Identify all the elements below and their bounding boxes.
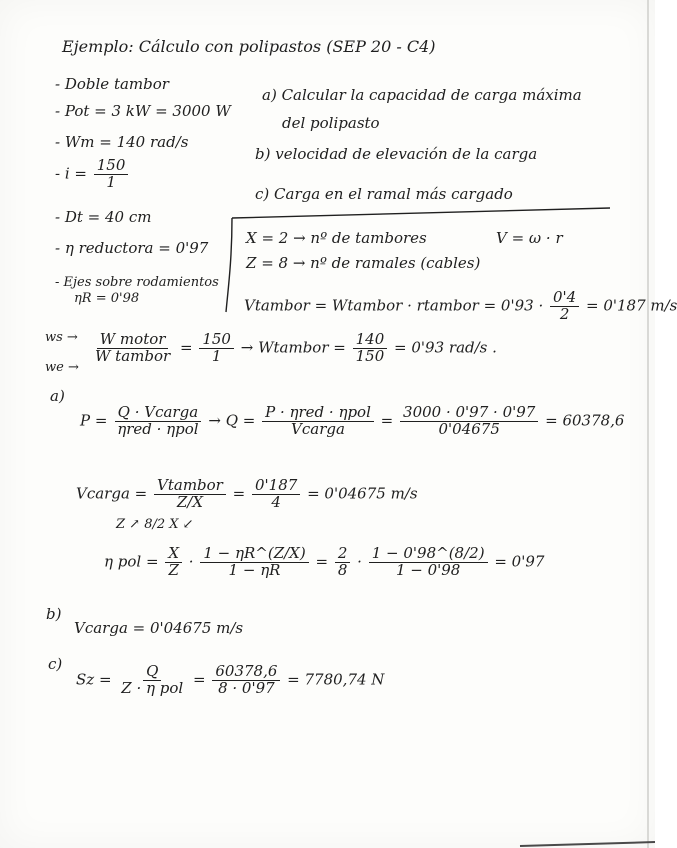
fraction-denominator: W tambor	[95, 346, 171, 365]
fraction-numerator: 0'187	[252, 478, 300, 495]
fraction-numerator: P · ηred · ηpol	[262, 405, 374, 422]
q-numeric-fraction	[400, 405, 538, 438]
npol-eq: =	[315, 552, 329, 571]
part-b-result: Vcarga = 0'04675 m/s	[74, 619, 244, 637]
vcarga-eq: =	[232, 484, 246, 503]
fraction-denominator: 1 − ηR	[228, 560, 281, 579]
q-eq: =	[380, 411, 394, 430]
fraction-numerator: 3000 · 0'97 · 0'97	[400, 405, 538, 422]
part-c-equation	[76, 664, 384, 697]
sz-result: = 7780,74 N	[287, 670, 385, 689]
fraction-denominator: Z · η pol	[121, 678, 184, 697]
power-fraction	[114, 405, 201, 438]
sz-eq: =	[193, 670, 206, 689]
fraction-denominator: 150	[355, 346, 385, 365]
power-lhs: P =	[80, 411, 108, 430]
fraction-numerator: 140	[353, 332, 388, 349]
npol-lhs: η pol =	[104, 552, 159, 571]
fraction-denominator: 8	[337, 560, 348, 579]
fraction-denominator: 1	[211, 346, 222, 365]
ratio-fraction-wt	[353, 332, 388, 365]
fraction-numerator: 60378,6	[212, 664, 280, 681]
fraction-denominator: 8 · 0'97	[218, 678, 275, 697]
data-item-potencia: - Pot = 3 kW = 3000 W	[55, 102, 231, 120]
fraction-numerator: 1 − 0'98^(8/2)	[369, 546, 488, 563]
ratio-we-label: we →	[45, 360, 79, 375]
fraction-numerator: X	[165, 546, 182, 563]
data-item-diametro-tambor: - Dt = 40 cm	[55, 208, 152, 226]
npol-result: = 0'97	[494, 552, 545, 571]
fraction-denominator: 2	[559, 304, 570, 323]
npol-fraction-1	[165, 546, 182, 579]
npol-fraction-2	[200, 546, 308, 579]
vcarga-fraction-1	[154, 478, 226, 511]
fraction-numerator: 2	[335, 546, 351, 563]
vt-fraction	[550, 290, 579, 323]
box-velocidad-formula: V = ω · r	[496, 229, 563, 247]
question-c: c) Carga en el ramal más cargado	[255, 185, 513, 203]
ratio-arrow: → Wtambor =	[240, 338, 346, 357]
fraction-denominator: 4	[271, 492, 281, 511]
vt-right: = 0'187 m/s	[586, 296, 677, 315]
ratio-ws-label: ws →	[45, 330, 78, 345]
vt-left: Vtambor = Wtambor · rtambor = 0'93 ·	[244, 296, 544, 315]
page-title: Ejemplo: Cálculo con polipastos (SEP 20 - C4)	[62, 37, 436, 56]
data-item-relacion-fraction	[94, 158, 129, 191]
sz-lhs: Sz =	[76, 670, 112, 689]
fraction-numerator: 150	[94, 158, 129, 175]
q-fraction	[262, 405, 374, 438]
part-a-label: a)	[50, 387, 65, 405]
data-item-relacion-label: - i =	[55, 164, 87, 183]
part-a-power-equation	[80, 405, 624, 438]
fraction-denominator: Z	[168, 560, 179, 579]
q-result: = 60378,6	[545, 411, 625, 430]
fraction-denominator: 1 − 0'98	[395, 560, 461, 579]
question-a-line2: del polipasto	[282, 114, 380, 132]
ratio-result: = 0'93 rad/s .	[394, 338, 497, 357]
fraction-denominator: Vcarga	[291, 419, 345, 438]
fraction-denominator: 1	[106, 172, 116, 191]
box-tambores: X = 2 → nº de tambores	[246, 229, 427, 247]
npol-fraction-3	[335, 546, 351, 579]
npol-dot: ·	[188, 552, 194, 571]
fraction-numerator: Q · Vcarga	[115, 405, 202, 422]
sz-fraction-2	[212, 664, 280, 697]
ratio-eq: =	[179, 338, 193, 357]
question-a-line1: a) Calcular la capacidad de carga máxima	[262, 86, 582, 104]
fraction-numerator: Vtambor	[154, 478, 226, 495]
part-a-vcarga-equation	[76, 478, 418, 511]
fraction-denominator: 0'04675	[438, 419, 500, 438]
vcarga-aux-note: Z ↗ 8/2 X ↙	[116, 517, 194, 532]
fraction-denominator: ηred · ηpol	[117, 419, 199, 438]
box-velocidad-tambor	[244, 290, 677, 323]
data-item-doble-tambor: - Doble tambor	[55, 75, 169, 93]
ratio-fraction-w	[92, 332, 173, 365]
part-c-label: c)	[48, 655, 63, 673]
npol-dot-2: ·	[357, 552, 362, 571]
fraction-numerator: W motor	[97, 332, 169, 349]
vcarga-result: = 0'04675 m/s	[307, 484, 418, 503]
fraction-numerator: 150	[199, 332, 234, 349]
power-arrow: → Q =	[208, 411, 256, 430]
box-ramales: Z = 8 → nº de ramales (cables)	[246, 254, 481, 272]
npol-fraction-4	[369, 546, 488, 579]
fraction-numerator: Q	[143, 664, 161, 681]
data-item-relacion	[55, 158, 130, 191]
question-b: b) velocidad de elevación de la carga	[255, 145, 538, 163]
ratio-equation	[90, 332, 497, 365]
data-item-rendimiento-rodamientos: ηR = 0'98	[74, 291, 140, 306]
data-item-rendimiento-reductora: - η reductora = 0'97	[55, 239, 209, 257]
part-b-label: b)	[46, 605, 62, 623]
sz-fraction-1	[118, 664, 186, 697]
data-item-ejes: - Ejes sobre rodamientos	[55, 275, 219, 290]
fraction-denominator: Z/X	[176, 492, 204, 511]
part-a-rendimiento-polipasto	[104, 546, 544, 579]
fraction-numerator: 1 − ηR^(Z/X)	[200, 546, 308, 563]
data-item-velocidad-motor: - Wm = 140 rad/s	[55, 133, 189, 151]
fraction-numerator: 0'4	[550, 290, 579, 307]
vcarga-lhs: Vcarga =	[76, 484, 148, 503]
ratio-fraction-i	[199, 332, 234, 365]
vcarga-fraction-2	[252, 478, 300, 511]
